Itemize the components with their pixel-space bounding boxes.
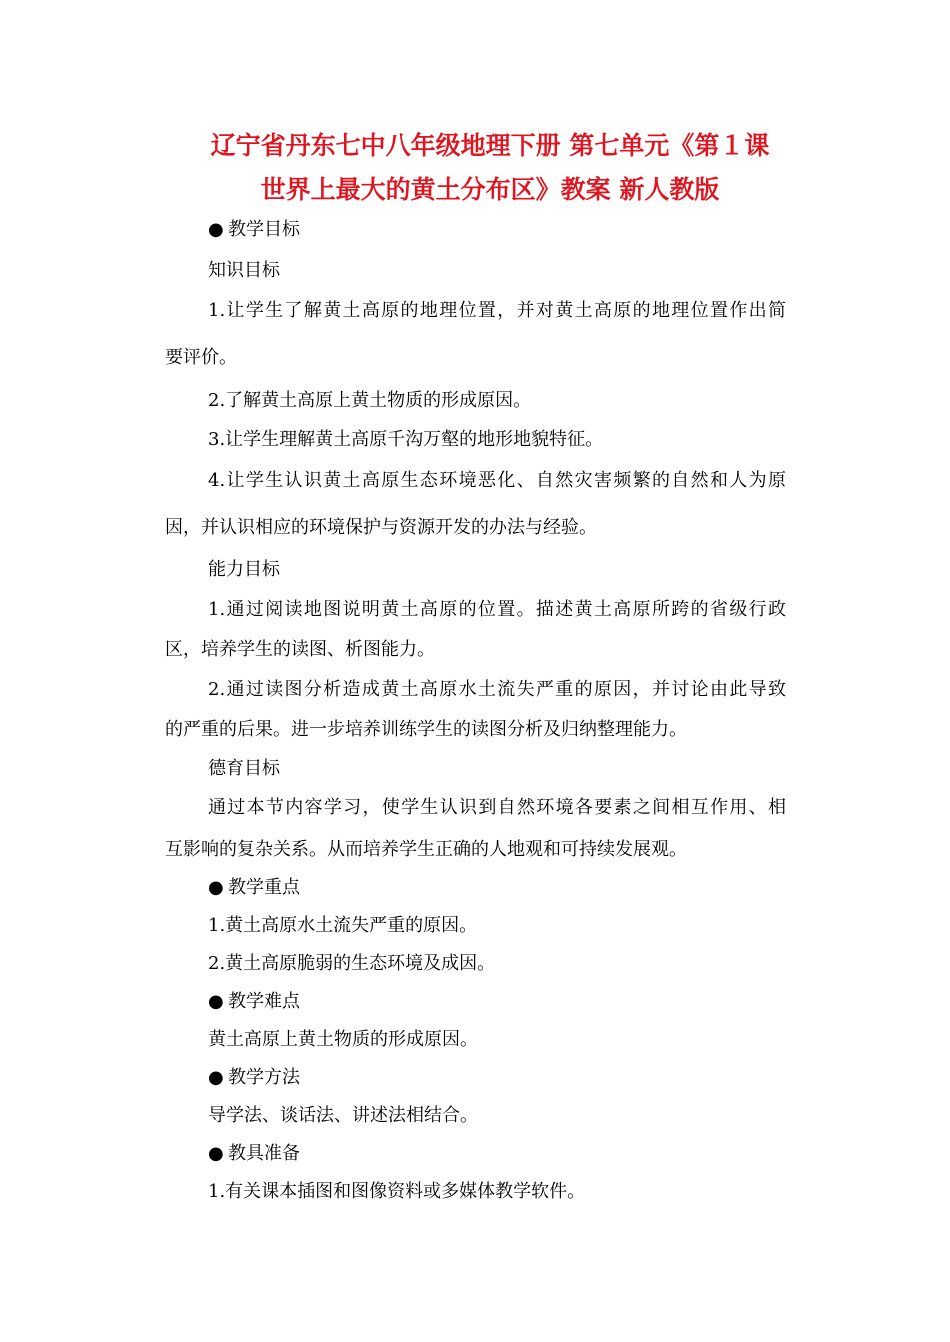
key-point-2: 2.黄土高原脆弱的生态环境及成因。 <box>208 953 496 974</box>
ability-item-1-line-2: 区，培养学生的读图、析图能力。 <box>165 639 435 660</box>
ability-item-2-line-1: 2.通过读图分析造成黄土高原水土流失严重的原因，并讨论由此导致 <box>208 679 786 700</box>
bullet-icon: ● <box>208 1143 224 1164</box>
knowledge-item-4-line-1: 4.让学生认识黄土高原生态环境恶化、自然灾害频繁的自然和人为原 <box>208 470 786 491</box>
knowledge-item-1-line-1: 1.让学生了解黄土高原的地理位置，并对黄土高原的地理位置作出简 <box>208 300 786 321</box>
difficulty-item-1: 黄土高原上黄土物质的形成原因。 <box>208 1029 478 1050</box>
subheading-knowledge-goals: 知识目标 <box>208 260 280 281</box>
document-title-line-2: 世界上最大的黄土分布区》教案 新人教版 <box>260 175 720 204</box>
knowledge-item-1-line-2: 要评价。 <box>165 347 237 368</box>
method-item-1: 导学法、谈话法、讲述法相结合。 <box>208 1105 478 1126</box>
section-heading-methods: ● 教学方法 <box>208 1067 300 1088</box>
ability-item-2-line-2: 的严重的后果。进一步培养训练学生的读图分析及归纳整理能力。 <box>165 719 687 740</box>
bullet-icon: ● <box>208 1067 224 1088</box>
knowledge-item-4-line-2: 因，并认识相应的环境保护与资源开发的办法与经验。 <box>165 517 597 538</box>
moral-item-line-1: 通过本节内容学习，使学生认识到自然环境各要素之间相互作用、相 <box>208 797 786 818</box>
bullet-icon: ● <box>208 991 224 1012</box>
section-heading-teaching-tools: ● 教具准备 <box>208 1143 300 1164</box>
document-title-line-1: 辽宁省丹东七中八年级地理下册 第七单元《第１课 <box>210 131 770 160</box>
subheading-ability-goals: 能力目标 <box>208 559 280 580</box>
key-point-1: 1.黄土高原水土流失严重的原因。 <box>208 915 478 936</box>
moral-item-line-2: 互影响的复杂关系。从而培养学生正确的人地观和可持续发展观。 <box>165 839 687 860</box>
bullet-icon: ● <box>208 219 224 240</box>
section-heading-key-points: ● 教学重点 <box>208 877 300 898</box>
ability-item-1-line-1: 1.通过阅读地图说明黄土高原的位置。描述黄土高原所跨的省级行政 <box>208 599 786 620</box>
bullet-icon: ● <box>208 877 224 898</box>
section-heading-difficulties: ● 教学难点 <box>208 991 300 1012</box>
subheading-moral-goals: 德育目标 <box>208 758 280 779</box>
section-heading-teaching-goals: ● 教学目标 <box>208 219 300 240</box>
knowledge-item-3: 3.让学生理解黄土高原千沟万壑的地形地貌特征。 <box>208 429 604 450</box>
knowledge-item-2: 2.了解黄土高原上黄土物质的形成原因。 <box>208 390 532 411</box>
tools-item-1: 1.有关课本插图和图像资料或多媒体教学软件。 <box>208 1181 586 1202</box>
